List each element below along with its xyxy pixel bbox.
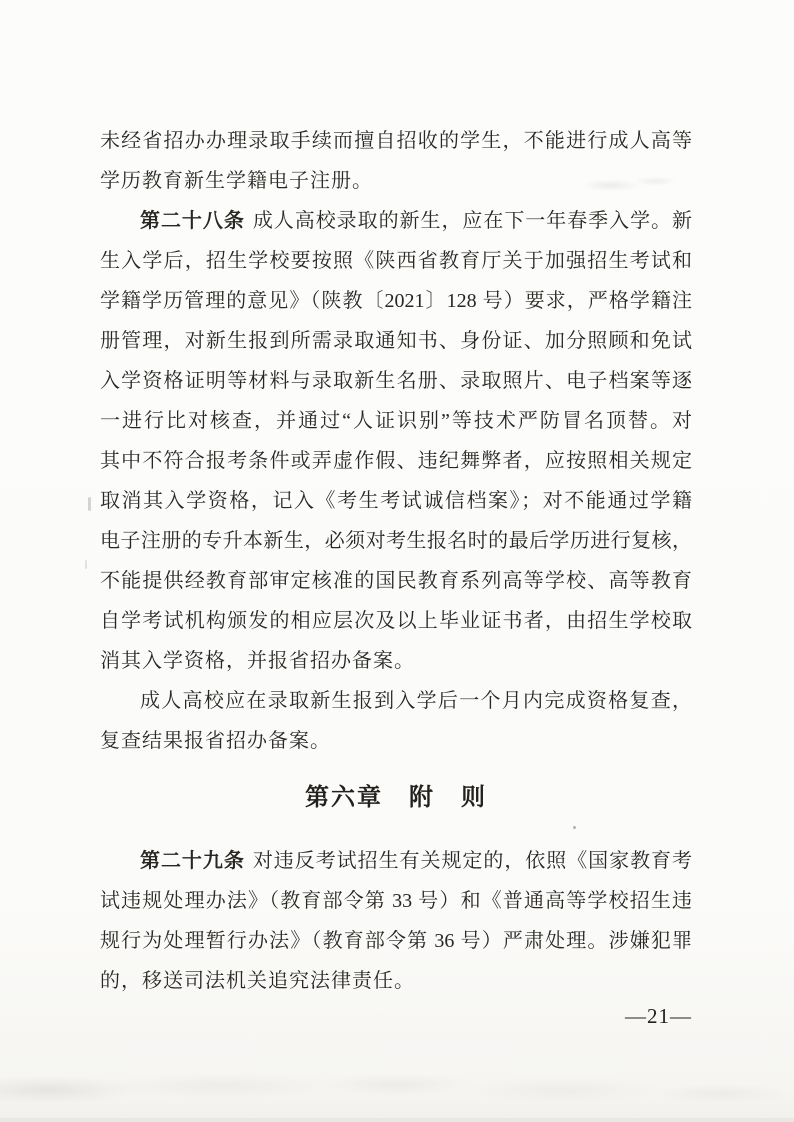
- page-bottom-edge: [0, 1118, 794, 1122]
- page-number: —21—: [625, 1004, 692, 1028]
- paragraph-line: 消其入学资格，并报省招办备案。: [100, 650, 415, 672]
- article-29-term: 第二十九条: [140, 850, 245, 872]
- paragraph-line: 学籍学历管理的意见》（陕教〔2021〕128 号）要求，严格学籍注: [100, 290, 692, 312]
- paragraph-line: 入学资格证明等材料与录取新生名册、录取照片、电子档案等逐: [100, 370, 692, 392]
- paragraph-line: 其中不符合报考条件或弄虚作假、违纪舞弊者，应按照相关规定: [100, 450, 692, 472]
- paragraph-line: 生入学后，招生学校要按照《陕西省教育厅关于加强招生考试和: [100, 250, 692, 272]
- article-28-opening-line: [100, 201, 692, 241]
- paragraph-line: 电子注册的专升本新生，必须对考生报名时的最后学历进行复核，: [100, 530, 692, 552]
- paragraph-line: 复查结果报省招办备案。: [100, 730, 331, 752]
- scan-artifact-bottom-band: [0, 1050, 794, 1122]
- paragraph-line: 规行为处理暂行办法》（教育部令第 36 号）严肃处理。涉嫌犯罪: [100, 930, 692, 952]
- paragraph-line: 自学考试机构颁发的相应层次及以上毕业证书者，由招生学校取: [100, 610, 692, 632]
- article-29-opening-line: [100, 841, 692, 881]
- paragraph-line: 不能提供经教育部审定核准的国民教育系列高等学校、高等教育: [100, 570, 692, 592]
- paragraph-line: 册管理，对新生报到所需录取通知书、身份证、加分照顾和免试: [100, 330, 692, 352]
- chapter-heading: 第六章 附 则: [305, 784, 487, 811]
- paragraph-line: 成人高校应在录取新生报到入学后一个月内完成资格复查，: [140, 690, 692, 712]
- scan-artifact-tick: [88, 497, 91, 511]
- paragraph-line: 试违规处理办法》（教育部令第 33 号）和《普通高等学校招生违: [100, 890, 692, 912]
- scan-artifact-smudge: [583, 170, 683, 198]
- paragraph-line: 学历教育新生学籍电子注册。: [100, 170, 373, 192]
- article-29-opening-text: 对违反考试招生有关规定的，依照《国家教育考: [252, 850, 693, 872]
- scan-artifact-tick: [85, 560, 87, 569]
- document-body: [100, 121, 692, 1031]
- article-28-term: 第二十八条: [140, 210, 245, 232]
- article-28-opening-text: 成人高校录取的新生，应在下一年春季入学。新: [252, 210, 693, 232]
- scan-artifact-speck: [573, 826, 576, 829]
- paragraph-line: 的，移送司法机关追究法律责任。: [100, 970, 415, 992]
- paragraph-line: 取消其入学资格，记入《考生考试诚信档案》；对不能通过学籍: [100, 490, 692, 512]
- paragraph-line: 未经省招办办理录取手续而擅自招收的学生，不能进行成人高等: [100, 130, 692, 152]
- paragraph-line: 一进行比对核查，并通过“人证识别”等技术严防冒名顶替。对: [100, 410, 692, 432]
